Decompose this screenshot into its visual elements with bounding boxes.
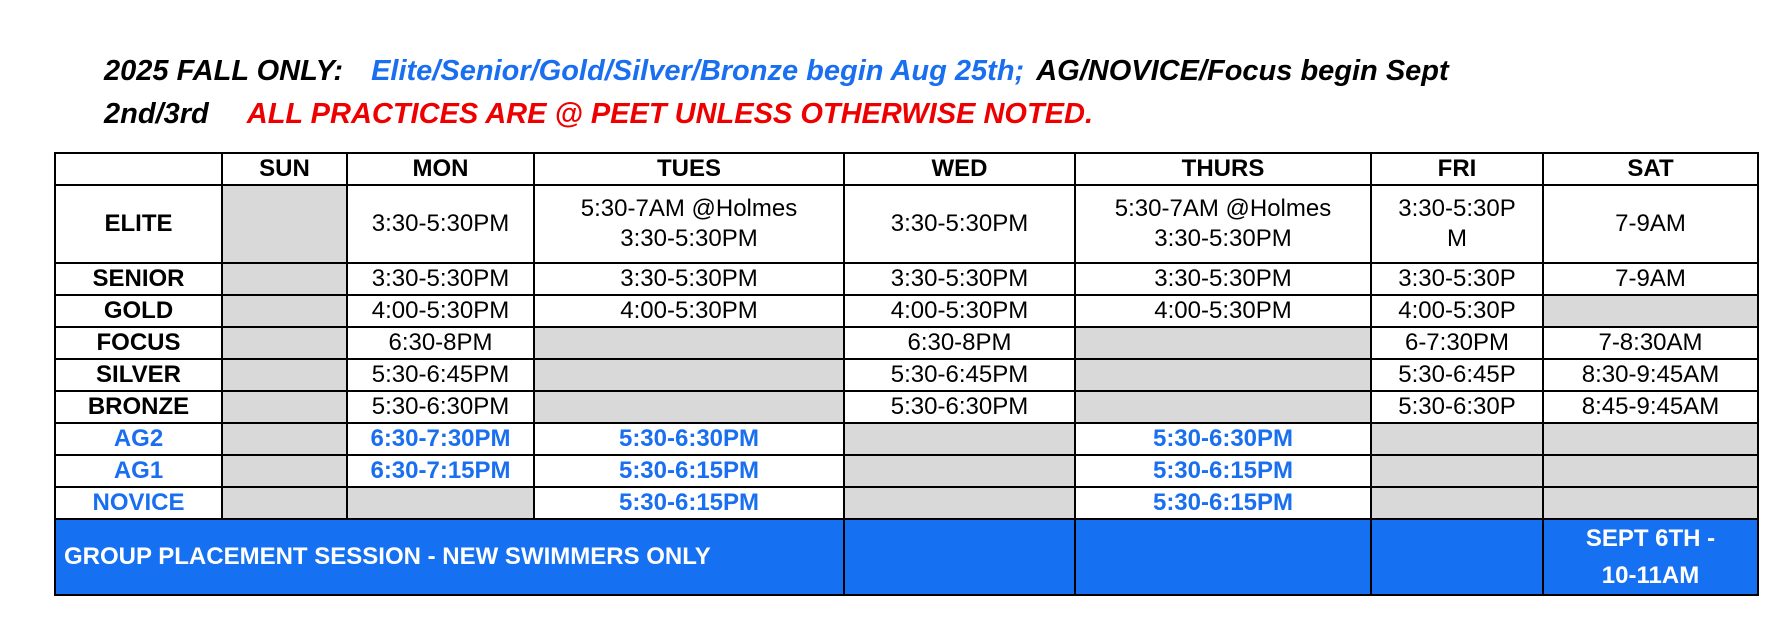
cell-mon: 4:00-5:30PM [347,295,534,327]
group-label: ELITE [55,185,222,263]
placement-session-date-line-1: SEPT 6TH - [1585,525,1716,552]
table-row-placement-session [55,519,1758,595]
table-row-silver [55,359,1758,391]
header-location-note: ALL PRACTICES ARE @ PEET UNLESS OTHERWISE NOTED. [246,98,1094,130]
cell-thurs-line-1: 5:30-7AM @Holmes [1114,195,1332,222]
cell-tues: 3:30-5:30PM [534,263,844,295]
cell-tues [534,359,844,391]
cell-thurs: 5:30-6:15PM [1075,487,1371,519]
group-label: AG2 [55,423,222,455]
cell-mon: 5:30-6:45PM [347,359,534,391]
cell-fri [1371,423,1543,455]
table-row-focus [55,327,1758,359]
cell-sat: 8:45-9:45AM [1543,391,1758,423]
cell-wed [844,519,1075,595]
cell-tues [534,185,844,263]
cell-mon [347,487,534,519]
header-cell-tues: TUES [534,153,844,185]
cell-thurs: 4:00-5:30PM [1075,295,1371,327]
header-cell-sun: SUN [222,153,347,185]
cell-tues [534,391,844,423]
cell-sat: 7-9AM [1543,263,1758,295]
cell-tues: 4:00-5:30PM [534,295,844,327]
cell-sun [222,487,347,519]
cell-wed: 4:00-5:30PM [844,295,1075,327]
cell-tues-line-1: 5:30-7AM @Holmes [580,195,798,222]
header-line-1 [104,50,1764,93]
cell-fri: 5:30-6:30P [1371,391,1543,423]
group-label: NOVICE [55,487,222,519]
cell-tues-line-2: 3:30-5:30PM [620,225,758,252]
header-cell-thurs: THURS [1075,153,1371,185]
table-row-gold [55,295,1758,327]
cell-thurs: 3:30-5:30PM [1075,263,1371,295]
cell-sat [1543,295,1758,327]
cell-tues [534,327,844,359]
placement-session-label: GROUP PLACEMENT SESSION - NEW SWIMMERS ONLY [55,519,844,595]
cell-sun [222,391,347,423]
cell-sat: 8:30-9:45AM [1543,359,1758,391]
practice-schedule-table [54,152,1759,596]
cell-sun [222,455,347,487]
cell-sat: 7-9AM [1543,185,1758,263]
group-label: GOLD [55,295,222,327]
cell-sun [222,263,347,295]
group-label: SILVER [55,359,222,391]
table-row-bronze [55,391,1758,423]
cell-thurs [1075,519,1371,595]
cell-fri [1371,519,1543,595]
table-row-novice [55,487,1758,519]
cell-fri: 5:30-6:45P [1371,359,1543,391]
cell-sun [222,423,347,455]
group-label: FOCUS [55,327,222,359]
group-label: BRONZE [55,391,222,423]
cell-mon: 3:30-5:30PM [347,263,534,295]
cell-fri: 3:30-5:30P [1371,263,1543,295]
cell-thurs [1075,359,1371,391]
cell-sun [222,185,347,263]
cell-thurs [1075,185,1371,263]
cell-wed: 5:30-6:45PM [844,359,1075,391]
cell-sun [222,359,347,391]
table-row-ag2 [55,423,1758,455]
cell-fri: 4:00-5:30P [1371,295,1543,327]
cell-fri [1371,455,1543,487]
schedule-header [104,50,1764,136]
cell-sun [222,295,347,327]
cell-fri [1371,487,1543,519]
header-start-elite-groups: Elite/Senior/Gold/Silver/Bronze begin Aug 25th; [371,55,1025,87]
cell-mon: 6:30-7:15PM [347,455,534,487]
cell-tues: 5:30-6:15PM [534,487,844,519]
group-label: SENIOR [55,263,222,295]
placement-session-date [1543,519,1758,595]
table-header-row [55,153,1758,185]
header-cell-fri: FRI [1371,153,1543,185]
cell-wed: 6:30-8PM [844,327,1075,359]
cell-mon: 3:30-5:30PM [347,185,534,263]
cell-wed [844,455,1075,487]
cell-thurs: 5:30-6:15PM [1075,455,1371,487]
header-line-2 [104,93,1764,136]
cell-fri [1371,185,1543,263]
cell-sun [222,327,347,359]
cell-mon: 5:30-6:30PM [347,391,534,423]
cell-thurs [1075,327,1371,359]
cell-thurs-line-2: 3:30-5:30PM [1154,225,1292,252]
cell-tues: 5:30-6:15PM [534,455,844,487]
cell-fri: 6-7:30PM [1371,327,1543,359]
cell-sat [1543,455,1758,487]
header-season: 2025 FALL ONLY: [104,55,344,87]
header-start-dates: 2nd/3rd [104,98,209,130]
cell-fri-line-2: M [1447,225,1467,252]
cell-sat: 7-8:30AM [1543,327,1758,359]
cell-wed [844,423,1075,455]
header-cell-sat: SAT [1543,153,1758,185]
header-cell-wed: WED [844,153,1075,185]
cell-sat [1543,487,1758,519]
header-cell-group [55,153,222,185]
cell-mon: 6:30-7:30PM [347,423,534,455]
table-row-elite [55,185,1758,263]
cell-wed [844,487,1075,519]
table-row-senior [55,263,1758,295]
table-row-ag1 [55,455,1758,487]
cell-thurs [1075,391,1371,423]
cell-wed: 3:30-5:30PM [844,185,1075,263]
cell-sat [1543,423,1758,455]
cell-wed: 3:30-5:30PM [844,263,1075,295]
cell-tues: 5:30-6:30PM [534,423,844,455]
header-cell-mon: MON [347,153,534,185]
cell-fri-line-1: 3:30-5:30P [1398,195,1516,222]
cell-wed: 5:30-6:30PM [844,391,1075,423]
cell-thurs: 5:30-6:30PM [1075,423,1371,455]
cell-mon: 6:30-8PM [347,327,534,359]
header-start-ag-groups: AG/NOVICE/Focus begin Sept [1036,55,1449,87]
group-label: AG1 [55,455,222,487]
placement-session-time: 10-11AM [1601,562,1700,589]
